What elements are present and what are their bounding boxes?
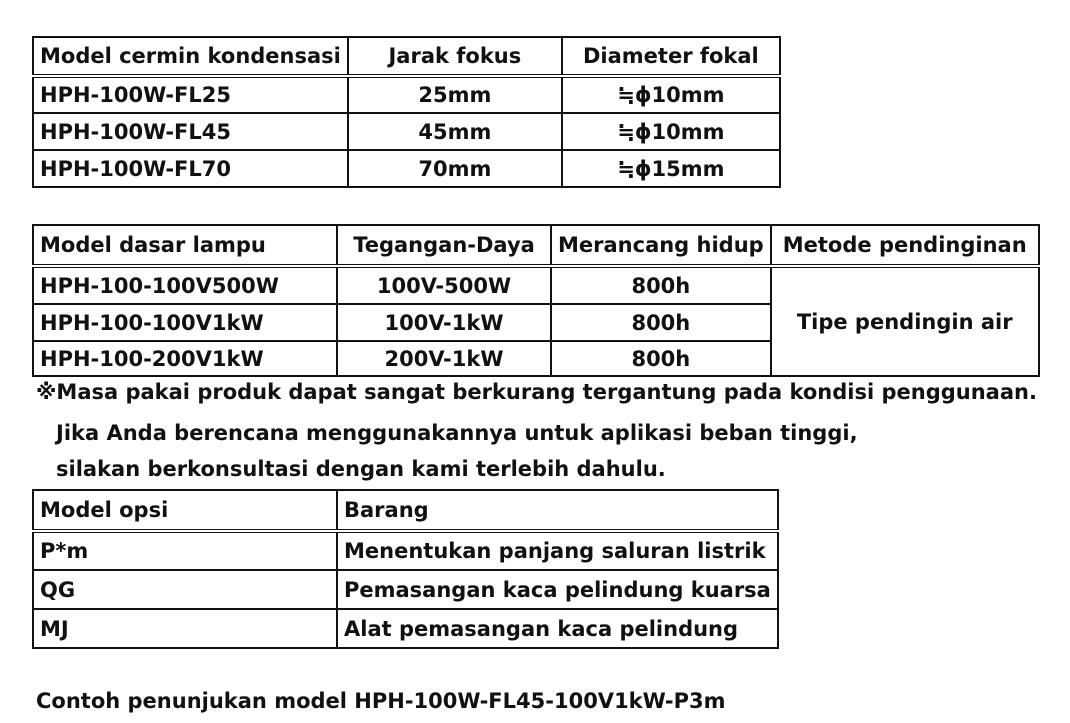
table-row [33, 113, 780, 150]
mirror-table [32, 36, 781, 188]
mirror-focal-diameter-cell: ≒ϕ15mm [562, 150, 780, 187]
table-row [33, 609, 778, 648]
option-model-cell: P*m [33, 531, 337, 570]
option-item-cell: Pemasangan kaca pelindung kuarsa [337, 570, 778, 609]
lamp-voltage-power-cell: 100V-500W [337, 266, 551, 304]
lamp-cooling-cell: Tipe pendingin air [771, 266, 1039, 376]
mirror-header-focal-length: Jarak fokus [348, 37, 562, 76]
lamp-model-cell: HPH-100-200V1kW [33, 341, 337, 376]
table-row [33, 266, 1039, 304]
option-item-cell: Menentukan panjang saluran listrik [337, 531, 778, 570]
option-header-item: Barang [337, 490, 778, 531]
mirror-focal-diameter-cell: ≒ϕ10mm [562, 76, 780, 113]
usage-note-line: silakan berkonsultasi dengan kami terlebih dahulu. [56, 457, 666, 481]
lamp-header-design-life: Merancang hidup [551, 225, 771, 266]
lamp-model-cell: HPH-100-100V500W [33, 266, 337, 304]
mirror-focal-diameter-cell: ≒ϕ10mm [562, 113, 780, 150]
option-model-cell: MJ [33, 609, 337, 648]
lamp-voltage-power-cell: 200V-1kW [337, 341, 551, 376]
lamp-header-model: Model dasar lampu [33, 225, 337, 266]
option-item-cell: Alat pemasangan kaca pelindung [337, 609, 778, 648]
lamp-design-life-cell: 800h [551, 304, 771, 341]
lamp-header-voltage-power: Tegangan-Daya [337, 225, 551, 266]
table-row [33, 150, 780, 187]
mirror-focal-length-cell: 45mm [348, 113, 562, 150]
mirror-model-cell: HPH-100W-FL70 [33, 150, 348, 187]
lamp-voltage-power-cell: 100V-1kW [337, 304, 551, 341]
lamp-design-life-cell: 800h [551, 266, 771, 304]
table-row [33, 570, 778, 609]
option-table [32, 489, 779, 649]
option-header-model: Model opsi [33, 490, 337, 531]
lamp-design-life-cell: 800h [551, 341, 771, 376]
model-designation-example: Contoh penunjukan model HPH-100W-FL45-100V1kW-P3m [36, 689, 726, 713]
option-model-cell: QG [33, 570, 337, 609]
table-row [33, 76, 780, 113]
mirror-header-model: Model cermin kondensasi [33, 37, 348, 76]
usage-note-line: Jika Anda berencana menggunakannya untuk aplikasi beban tinggi, [56, 421, 858, 445]
mirror-focal-length-cell: 25mm [348, 76, 562, 113]
lamp-model-cell: HPH-100-100V1kW [33, 304, 337, 341]
table-row [33, 531, 778, 570]
usage-note: ※Masa pakai produk dapat sangat berkurang tergantung pada kondisi penggunaan. [36, 380, 1037, 404]
mirror-focal-length-cell: 70mm [348, 150, 562, 187]
lamp-table [32, 224, 1040, 377]
mirror-model-cell: HPH-100W-FL25 [33, 76, 348, 113]
mirror-header-focal-diameter: Diameter fokal [562, 37, 780, 76]
mirror-model-cell: HPH-100W-FL45 [33, 113, 348, 150]
lamp-header-cooling: Metode pendinginan [771, 225, 1039, 266]
